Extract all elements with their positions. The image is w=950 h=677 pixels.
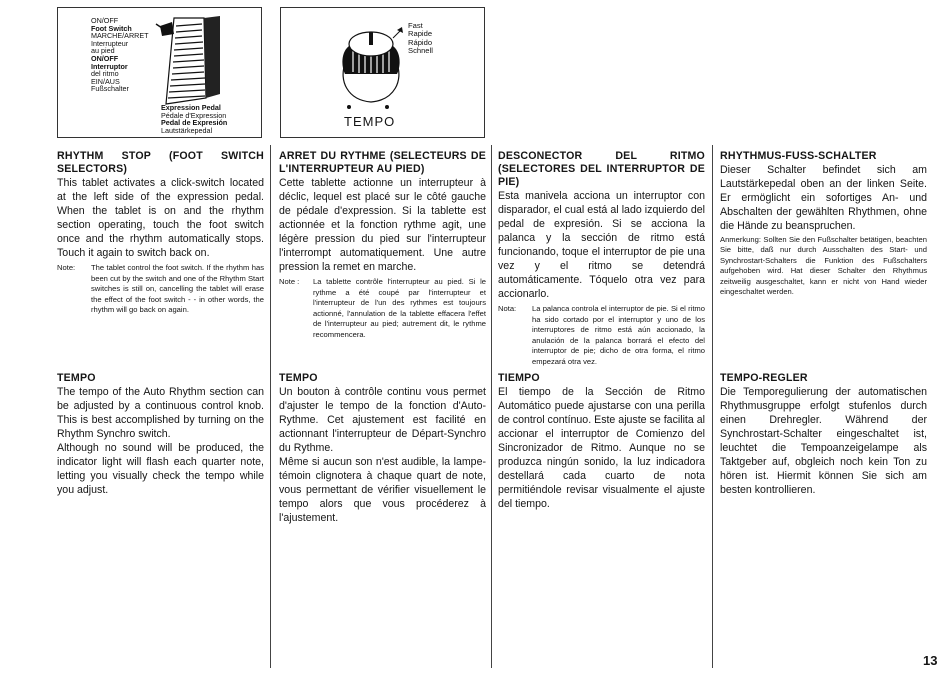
note (498, 304, 705, 368)
tempo-label: TEMPO (344, 114, 396, 129)
switch-label: MARCHE/ARRET (91, 31, 149, 41)
section-heading: RHYTHM STOP (FOOT SWITCH SELECTORS) (57, 150, 264, 175)
english-tempo-section (57, 372, 264, 497)
french-tempo-section (279, 372, 486, 525)
speed-label: Rapide (408, 29, 433, 39)
speed-label: Fast (408, 21, 423, 30)
speed-label: Rápido (408, 37, 433, 47)
section-heading: TEMPO (57, 372, 96, 384)
switch-label: ON/OFF (91, 16, 119, 25)
german-tempo-section (720, 372, 927, 497)
pedal-label: Lautstärkepedal (161, 125, 213, 135)
switch-label: Interrupteur (91, 38, 129, 48)
section-body (57, 176, 264, 260)
paragraph: The tempo of the Auto Rhythm section can be adjusted by a continuous control knob. This is best accomplished by turning on the Rhythm Synchro switch. (57, 386, 264, 440)
pedal-label: Pédale d'Expression (161, 110, 227, 120)
speed-label-group (408, 22, 433, 56)
french-column (279, 150, 486, 341)
paragraph: Un bouton à contrôle continu vous permet d'ajuster le tempo de la fonction d'Auto-Rythme. Cet ajustement est facilité en actionnant l'interrupteur de Départ-Synchro du Rythme. (279, 386, 486, 454)
speed-label: Schnell (408, 46, 433, 56)
paragraph: Dieser Schalter befindet sich am Lautstärkepedal oben an der linken Seite. Er ermöglicht ein sofortiges An- und Abschalten der gewählten Rhythmen, ohne die Hände zu beanspruchen. (720, 164, 927, 232)
pedal-label: Pedal de Expresión (161, 118, 228, 128)
note-label: Note: (57, 263, 76, 272)
note-label: Note : (279, 277, 300, 286)
pedal-label-group (161, 104, 227, 134)
section-body (279, 176, 486, 274)
paragraph: Although no sound will be produced, the indicator light will flash each quarter note, letting you visually check the tempo while you adjust. (57, 442, 264, 496)
paragraph: Die Temporegulierung der automatischen Rhythmusgruppe erfolgt stufenlos durch einen Drehregler. Während der Synchrostart-Schalter eingeschaltet ist, leuchtet die Tempoanzeigelampe als Taktgeber auf, obgleich noch kein Ton zu hören ist. Hiermit können Sie sich am besten kontrollieren. (720, 386, 927, 496)
page-number: 13 (923, 653, 938, 668)
note-text: The tablet control the foot switch. If the rhythm has been cut by the switch and one of the Rhythm Start switches is still on, cancelling the tablet will erase the effect of the foot switch - - in other words, the rhythm will go back on again. (91, 263, 264, 315)
section-body (498, 189, 705, 301)
section-heading: RHYTHMUS-FUSS-SCHALTER (720, 150, 877, 162)
switch-label: Foot Switch (91, 23, 132, 33)
switch-label-group (91, 17, 149, 93)
german-column (720, 150, 927, 297)
switch-label: au pied (91, 46, 115, 56)
indicator-dots (347, 105, 387, 111)
switch-label: Interruptor (91, 61, 128, 71)
note-text: La tablette contrôle l'interrupteur au pied. Si le rythme a été coupé par l'interrupteur et l'interrupteur de l'un des rythmes est toujours actionné, l'annulation de la tablette effacera l'effet de l'interrupteur au pied; autrement dit, le rythme recommencera. (313, 277, 486, 339)
column-divider (491, 145, 492, 668)
note-label: Nota: (498, 304, 517, 313)
section-heading: TEMPO (279, 372, 318, 384)
section-heading: TEMPO-REGLER (720, 372, 808, 384)
spanish-tempo-section (498, 372, 705, 511)
paragraph: El tiempo de la Sección de Ritmo Automático puede ajustarse con una perilla de control contínuo. Este ajuste se facilita al accionar el interruptor de Comienzo del Sincronizador de Ritmo. Aunque no se produzca ningún sonido, la luz indicadora destellará cada cuarto de nota permitiéndole revisar visualmente el ajuste del tiempo. (498, 386, 705, 510)
expression-pedal-icon (154, 12, 226, 106)
section-body (720, 163, 927, 233)
section-heading: TIEMPO (498, 372, 540, 384)
paragraph: Cette tablette actionne un interrupteur à déclic, lequel est placé sur le côté gauche de pédale d'expression. Si la tablette est actionnée et la fonction rythme agit, une légère pression du pied sur l'interrupteur l'interrompt automatiquement. Une autre pression la remet en marche. (279, 177, 486, 273)
note-label: Anmerkung: (720, 235, 761, 244)
column-divider (712, 145, 713, 668)
english-column (57, 150, 264, 316)
column-divider (270, 145, 271, 668)
section-heading: DESCONECTOR DEL RITMO (SELECTORES DEL INTERRUPTOR DE PIE) (498, 150, 705, 188)
switch-label: ON/OFF (91, 53, 119, 63)
foot-switch-figure (57, 7, 262, 138)
paragraph: Même si aucun son n'est audible, la lampe-témoin clignotera à chaque quart de note, vous permettant de vérifier visuellement le tempo alors que vous procéderez à l'ajustement. (279, 456, 486, 524)
note (720, 235, 927, 297)
paragraph: Esta manivela acciona un interruptor con disparador, el cual está al lado izquierdo del pedal de expresión. Si se acciona la palanca y la sección de ritmo está funcionando, toque el interruptor de pie una vez y el ritmo se detendrá automáticamente. Tóquelo otra vez para accionarlo. (498, 190, 705, 300)
pedal-label: Expression Pedal (161, 103, 221, 112)
note (57, 263, 264, 316)
switch-label: del ritmo (91, 69, 119, 79)
switch-label: Fußschalter (91, 84, 129, 94)
spanish-column (498, 150, 705, 368)
note (279, 277, 486, 341)
switch-label: EIN/AUS (91, 76, 120, 86)
paragraph: This tablet activates a click-switch located at the left side of the expression pedal. When the tablet is on and the rhythm section operating, touch the foot switch once and the rhythm automatically stops. Touch it again to switch back on. (57, 177, 264, 259)
note-text: Sollten Sie den Fußschalter betätigen, beachten Sie bitte, daß nur durch Ausschalten des Start- und Synchrostart-Schalters die Funktion des Fußschalters aufgehoben wird. Hat dieser Schalter den Rhythmus zeitweilig ausgeschaltet, kann er nicht von Hand wieder eingeschaltet werden. (720, 235, 927, 297)
note-text: La palanca controla el interruptor de pie. Si el ritmo ha sido cortado por el interruptor y uno de los interruptores de ritmo está aún accionado, la anulación de la palanca borrará el efecto del interruptor de pie; dicho de otra forma, el ritmo empezará otra vez. (532, 304, 705, 366)
tempo-knob-figure (280, 7, 485, 138)
section-heading: ARRET DU RYTHME (SELECTEURS DE L'INTERRUPTEUR AU PIED) (279, 150, 486, 175)
tempo-knob-icon (331, 16, 411, 111)
